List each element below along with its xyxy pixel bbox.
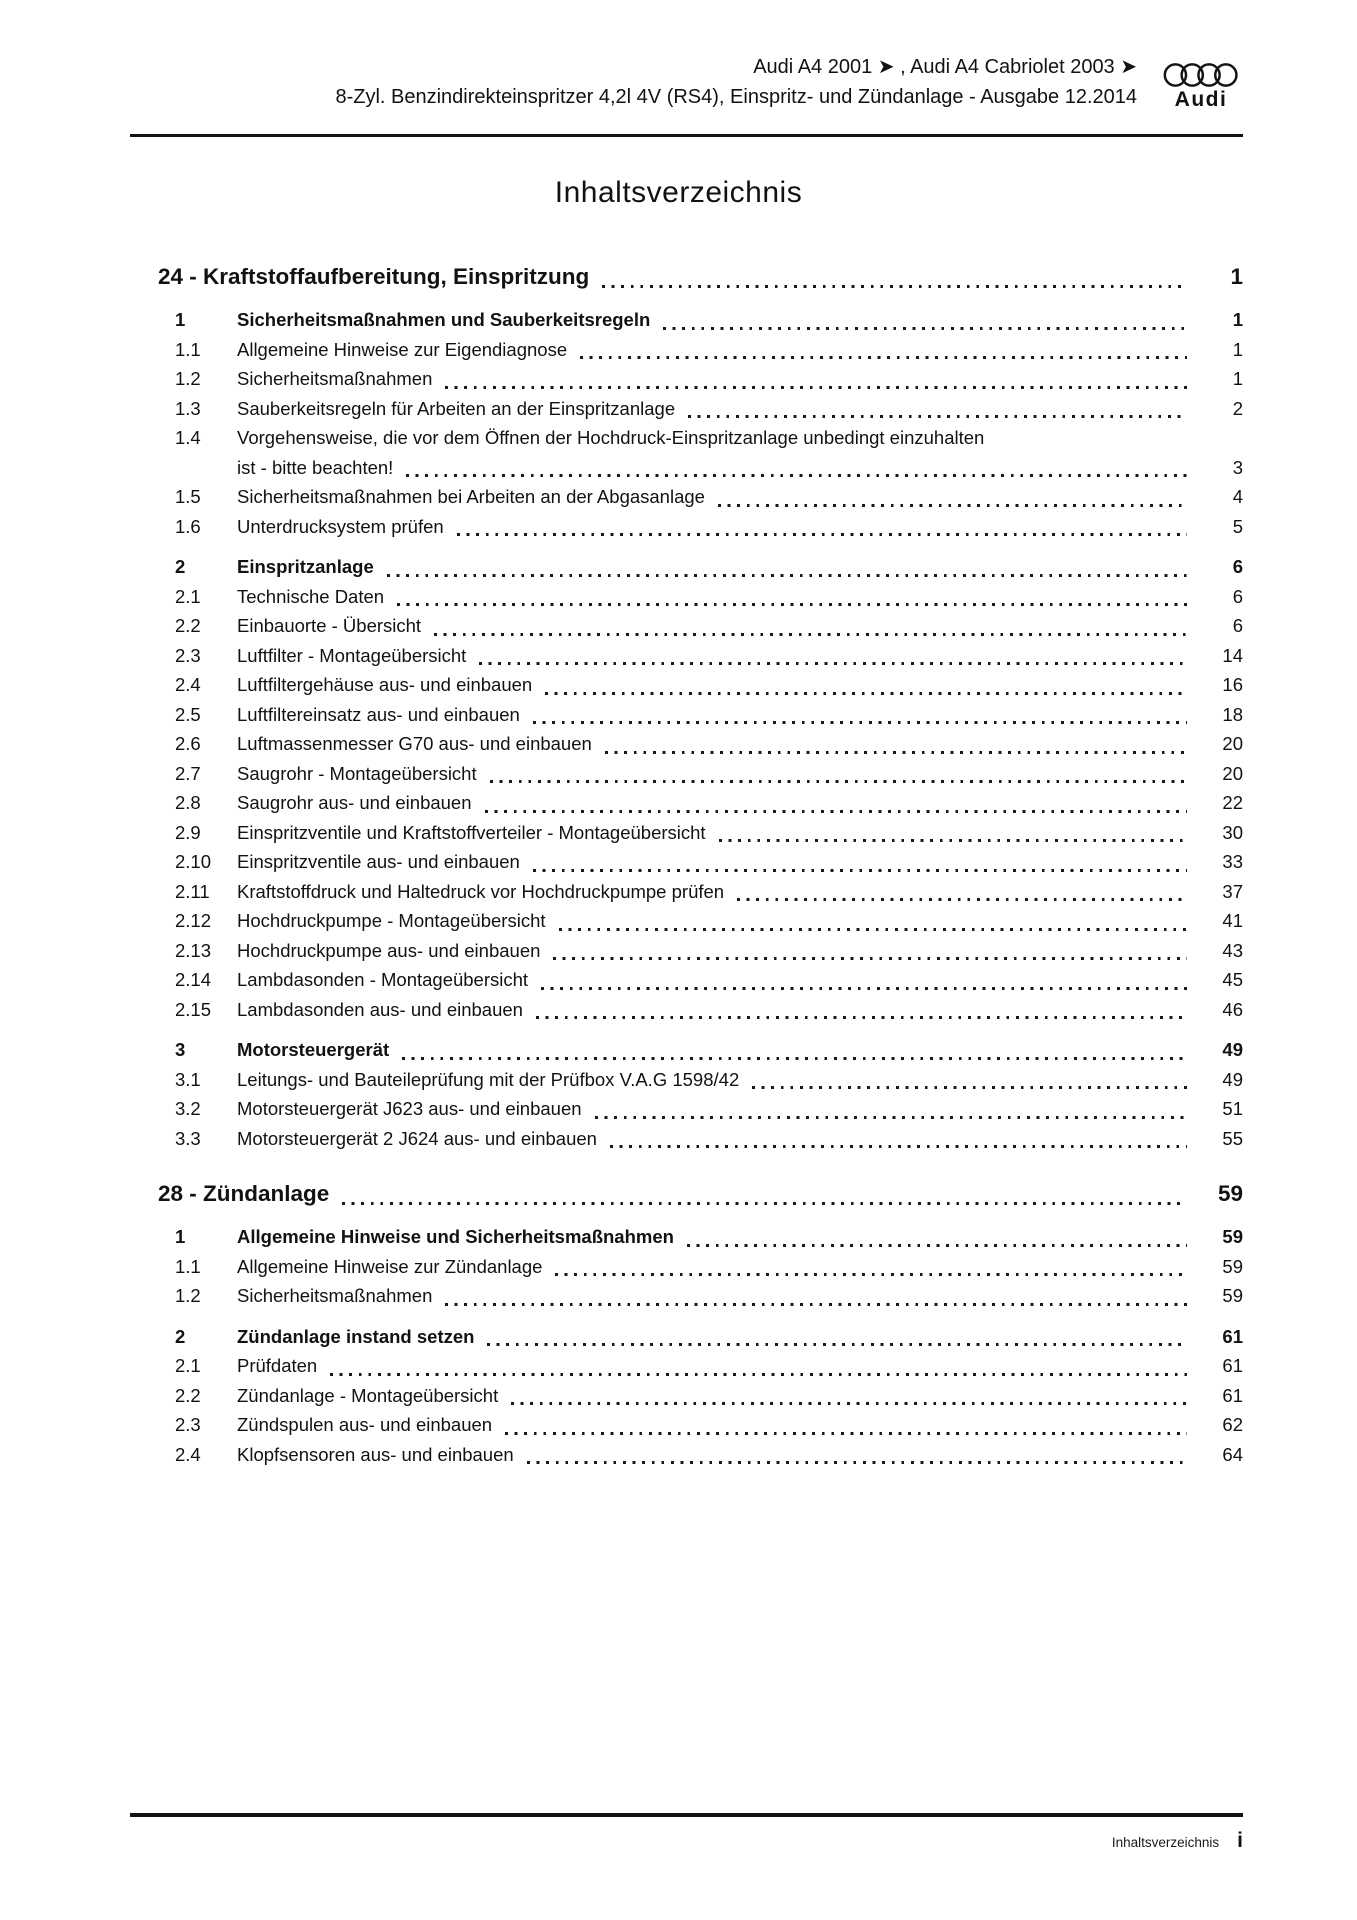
toc-entry-content — [237, 394, 1243, 424]
toc-entry — [130, 394, 1243, 424]
dot-leader — [511, 1402, 1187, 1405]
toc-entry — [130, 1281, 1243, 1311]
toc-entry — [130, 788, 1243, 818]
toc-entry-title: Allgemeine Hinweise zur Eigendiagnose — [237, 338, 568, 360]
toc-entry-number: 2.6 — [175, 733, 201, 754]
toc-entry-number: 2.7 — [175, 762, 201, 784]
toc-section — [130, 1177, 1243, 1469]
toc-entry-page-number: 43 — [1222, 939, 1243, 961]
toc-entry-page-number: 41 — [1222, 910, 1243, 931]
toc-entry-title: Einspritzventile aus- und einbauen — [237, 851, 520, 872]
toc-entry-number: 2.13 — [175, 939, 212, 961]
toc-entry-number: 2 — [175, 556, 186, 577]
toc-entry-number: 1 — [175, 1226, 186, 1247]
toc-entry-title: Vorgehensweise, die vor dem Öffnen der Hochdruck-Einspritzanlage unbedingt einzuhalten — [237, 427, 985, 448]
toc-entry-title-continued: ist - bitte beachten! — [237, 456, 394, 478]
dot-leader — [487, 1343, 1187, 1346]
toc-entry-content — [237, 335, 1243, 365]
toc-entry-page-number: 49 — [1222, 1039, 1243, 1060]
toc-entry-title: Prüfdaten — [237, 1355, 318, 1376]
toc-entry — [130, 482, 1243, 512]
toc-entry-content — [237, 877, 1243, 907]
toc-entry-content — [237, 1351, 1243, 1381]
toc-entry-title: Sicherheitsmaßnahmen — [237, 368, 433, 389]
toc-entry-page-number: 51 — [1222, 1098, 1243, 1119]
dot-leader — [553, 957, 1187, 960]
toc-entry-page-number: 59 — [1222, 1255, 1243, 1277]
toc-entry-title: Saugrohr - Montageübersicht — [237, 762, 477, 784]
toc-entry-number: 2.2 — [175, 1384, 201, 1406]
toc-entry — [130, 936, 1243, 966]
toc-entry — [130, 847, 1243, 877]
toc-entry-page-number: 6 — [1232, 615, 1243, 636]
toc-entry-page-number: 16 — [1222, 674, 1243, 695]
toc-entry-number: 2.1 — [175, 585, 201, 607]
toc-entry-title: Technische Daten — [237, 585, 385, 607]
toc-entry-page-number: 49 — [1222, 1068, 1243, 1090]
toc-entry-title: Motorsteuergerät J623 aus- und einbauen — [237, 1098, 582, 1119]
toc-entry-content — [237, 965, 1243, 995]
toc-entry — [130, 1065, 1243, 1095]
toc-entry-number: 1.1 — [175, 338, 201, 360]
toc-entry — [130, 335, 1243, 365]
toc-entry-page-number: 45 — [1222, 969, 1243, 990]
toc-entry-content — [237, 364, 1243, 394]
toc-entry-content — [237, 936, 1243, 966]
toc-entry — [130, 1124, 1243, 1154]
toc-entry-title: Lambdasonden aus- und einbauen — [237, 998, 523, 1020]
toc-entry-content — [237, 818, 1243, 848]
dot-leader — [688, 415, 1187, 418]
toc-entry-number: 1.1 — [175, 1255, 201, 1277]
header-engine-line: 8-Zyl. Benzindirekteinspritzer 4,2l 4V (RS4), Einspritz- und Zündanlage - Ausgabe 12.2014 — [335, 86, 1137, 108]
audi-wordmark: Audi — [1174, 88, 1228, 111]
toc-entry-page-number: 61 — [1222, 1355, 1243, 1376]
page-header — [130, 52, 1243, 112]
toc-entry-number: 2.9 — [175, 821, 201, 843]
toc-entry-page-number: 5 — [1232, 515, 1243, 537]
toc-entry-content — [237, 1322, 1243, 1352]
toc-entry-page-number: 6 — [1232, 585, 1243, 607]
dot-leader — [485, 810, 1187, 813]
toc-entry-content — [237, 552, 1243, 582]
dot-leader — [402, 1057, 1187, 1060]
toc-entry-number: 2.1 — [175, 1355, 201, 1376]
toc-entry-page-number: 55 — [1222, 1127, 1243, 1149]
toc-entry — [130, 1035, 1243, 1065]
toc-entry-number: 1 — [175, 309, 186, 330]
toc-entry-content — [237, 729, 1243, 759]
toc-entry — [130, 965, 1243, 995]
toc-entry-page-number: 64 — [1222, 1443, 1243, 1465]
toc-section-label: 28 - Zündanlage — [158, 1181, 330, 1206]
audi-logo — [1159, 61, 1243, 112]
toc-entry-page-number: 1 — [1232, 338, 1243, 360]
toc-entry-page-number: 14 — [1222, 644, 1243, 666]
dot-leader — [555, 1273, 1187, 1276]
dot-leader — [718, 504, 1187, 507]
toc-entry-title-line2 — [237, 453, 1243, 483]
toc-section-header — [130, 260, 1243, 294]
dot-leader — [610, 1145, 1187, 1148]
toc-section-page-number: 1 — [1230, 264, 1243, 289]
toc-entry-page-number: 3 — [1232, 456, 1243, 478]
dot-leader — [434, 633, 1187, 636]
toc-entry-title: Luftmassenmesser G70 aus- und einbauen — [237, 733, 592, 754]
toc-entry-number: 1.5 — [175, 486, 201, 507]
toc-entry-number: 2.12 — [175, 910, 212, 931]
dot-leader — [541, 987, 1187, 990]
toc-entry-page-number: 20 — [1222, 762, 1243, 784]
toc-entry-number: 2.14 — [175, 969, 212, 990]
toc-entry-title: Hochdruckpumpe aus- und einbauen — [237, 939, 541, 961]
dot-leader — [457, 533, 1187, 536]
toc-entry — [130, 1322, 1243, 1352]
dot-leader — [663, 327, 1187, 330]
toc-entry-number: 3.3 — [175, 1127, 201, 1149]
toc-entry-page-number: 1 — [1232, 309, 1243, 330]
toc-entry-title: Luftfiltergehäuse aus- und einbauen — [237, 674, 533, 695]
toc-entry-number: 2.4 — [175, 674, 201, 695]
toc-entry-number: 1.3 — [175, 397, 201, 419]
toc-entry — [130, 818, 1243, 848]
toc-entry-number: 1.2 — [175, 1285, 201, 1306]
toc-entry-number: 2.3 — [175, 644, 201, 666]
toc-entry-title: Kraftstoffdruck und Haltedruck vor Hochdruckpumpe prüfen — [237, 880, 725, 902]
toc-entry — [130, 1351, 1243, 1381]
toc-entry-content — [237, 1440, 1243, 1470]
toc-entry-page-number: 61 — [1222, 1325, 1243, 1347]
toc-entry-title: Luftfilter - Montageübersicht — [237, 644, 467, 666]
toc-entry-content — [237, 1222, 1243, 1252]
toc-entry-page-number: 18 — [1222, 703, 1243, 725]
dot-leader — [580, 356, 1187, 359]
toc-entry — [130, 1440, 1243, 1470]
toc-entry-number: 1.4 — [175, 427, 201, 448]
header-divider — [130, 134, 1243, 137]
toc-entry-content — [237, 482, 1243, 512]
toc-entry-content — [237, 582, 1243, 612]
toc-entry-number: 2 — [175, 1325, 186, 1347]
toc-entry-page-number: 46 — [1222, 998, 1243, 1020]
toc-entry-title: Zündanlage instand setzen — [237, 1325, 475, 1347]
toc-entry-content — [237, 670, 1243, 700]
toc-entry-title: Zündspulen aus- und einbauen — [237, 1414, 493, 1435]
audi-rings-icon — [1163, 61, 1239, 89]
toc-entry — [130, 305, 1243, 335]
toc-entry-number: 2.3 — [175, 1414, 201, 1435]
dot-leader — [445, 386, 1187, 389]
toc-entry-number: 2.8 — [175, 792, 201, 813]
toc-entry — [130, 423, 1243, 482]
toc-entry-title: Saugrohr aus- und einbauen — [237, 792, 472, 813]
toc-entry-content — [237, 1381, 1243, 1411]
dot-leader — [490, 780, 1187, 783]
toc-entry-content — [237, 700, 1243, 730]
toc-entry-content — [237, 1035, 1243, 1065]
toc-entry-title: Sicherheitsmaßnahmen bei Arbeiten an der Abgasanlage — [237, 486, 705, 507]
dot-leader — [342, 1202, 1187, 1205]
toc-entry-content — [237, 1410, 1243, 1440]
toc-section — [130, 260, 1243, 1153]
toc-entry-content — [237, 641, 1243, 671]
toc-entry-content — [237, 1124, 1243, 1154]
toc-section-label: 24 - Kraftstoffaufbereitung, Einspritzung — [158, 264, 590, 289]
dot-leader — [397, 603, 1187, 606]
toc-entry-title: Zündanlage - Montageübersicht — [237, 1384, 499, 1406]
toc-entry-number: 1.2 — [175, 368, 201, 389]
toc-entry — [130, 1410, 1243, 1440]
toc-entry — [130, 906, 1243, 936]
toc-entry-title: Einbauorte - Übersicht — [237, 615, 422, 636]
toc-entry-content — [237, 1065, 1243, 1095]
toc-entry-title: Motorsteuergerät 2 J624 aus- und einbauen — [237, 1127, 597, 1149]
toc-entry-number: 2.11 — [175, 880, 210, 902]
toc-entry-title: Klopfsensoren aus- und einbauen — [237, 1443, 514, 1465]
dot-leader — [387, 574, 1187, 577]
dot-leader — [605, 751, 1187, 754]
dot-leader — [533, 869, 1187, 872]
toc-entry — [130, 1094, 1243, 1124]
toc-entry — [130, 759, 1243, 789]
dot-leader — [479, 662, 1187, 665]
toc-entry-content — [237, 305, 1243, 335]
dot-leader — [527, 1461, 1187, 1464]
toc-section-header — [130, 1177, 1243, 1211]
toc-entry-page-number: 62 — [1222, 1414, 1243, 1435]
toc-entry-page-number: 30 — [1222, 821, 1243, 843]
dot-leader — [719, 839, 1187, 842]
toc-entry — [130, 582, 1243, 612]
toc-entry-title: Sicherheitsmaßnahmen — [237, 1285, 433, 1306]
toc-entry — [130, 512, 1243, 542]
toc-entry — [130, 670, 1243, 700]
toc-entry-title: Hochdruckpumpe - Montageübersicht — [237, 910, 546, 931]
footer-section-label: Inhaltsverzeichnis — [1111, 1835, 1220, 1850]
page-title: Inhaltsverzeichnis — [554, 176, 803, 209]
toc-entry — [130, 1252, 1243, 1282]
toc-entry-page-number: 59 — [1222, 1226, 1243, 1247]
toc-entry-content — [237, 423, 1243, 482]
dot-leader — [536, 1016, 1187, 1019]
toc-entry — [130, 1222, 1243, 1252]
toc-entry-content — [237, 611, 1243, 641]
toc-entry-content — [237, 906, 1243, 936]
toc-entry-number: 1.6 — [175, 515, 201, 537]
dot-leader — [559, 928, 1188, 931]
toc-entry-title: Einspritzanlage — [237, 556, 374, 577]
toc-entry-content — [237, 1252, 1243, 1282]
toc-entry-title: Unterdrucksystem prüfen — [237, 515, 444, 537]
toc-entry-content — [237, 759, 1243, 789]
toc-entry-page-number: 20 — [1222, 733, 1243, 754]
toc — [130, 260, 1243, 1469]
toc-entry-content — [237, 995, 1243, 1025]
toc-entry-number: 2.10 — [175, 851, 212, 872]
toc-entry-number: 2.15 — [175, 998, 212, 1020]
toc-entry-number: 2.2 — [175, 615, 201, 636]
page-footer — [130, 1826, 1243, 1856]
toc-entry — [130, 729, 1243, 759]
toc-entry-title: Allgemeine Hinweise zur Zündanlage — [237, 1255, 543, 1277]
toc-entry-content — [237, 1281, 1243, 1311]
dot-leader — [533, 721, 1187, 724]
toc-entry-title: Allgemeine Hinweise und Sicherheitsmaßnahmen — [237, 1226, 674, 1247]
toc-entry-number: 2.4 — [175, 1443, 201, 1465]
footer-page-number: i — [1237, 1829, 1243, 1852]
toc-entry — [130, 700, 1243, 730]
toc-entry — [130, 1381, 1243, 1411]
dot-leader — [545, 692, 1187, 695]
dot-leader — [330, 1373, 1187, 1376]
footer-divider — [130, 1813, 1243, 1817]
toc-entry-number: 3.1 — [175, 1068, 201, 1090]
toc-entry-content — [237, 788, 1243, 818]
dot-leader — [595, 1116, 1187, 1119]
toc-entry — [130, 552, 1243, 582]
toc-entry — [130, 641, 1243, 671]
toc-entry-page-number: 4 — [1232, 486, 1243, 507]
toc-section-page-number: 59 — [1217, 1181, 1243, 1206]
toc-entry-page-number: 6 — [1232, 556, 1243, 577]
header-model-line: Audi A4 2001 ➤ , Audi A4 Cabriolet 2003 ➤ — [753, 56, 1137, 78]
toc-entry-title: Leitungs- und Bauteileprüfung mit der Prüfbox V.A.G 1598/42 — [237, 1068, 740, 1090]
toc-entry-title: Sauberkeitsregeln für Arbeiten an der Einspritzanlage — [237, 397, 676, 419]
toc-entry-number: 3.2 — [175, 1098, 201, 1119]
toc-entry-page-number: 61 — [1222, 1384, 1243, 1406]
toc-entry-content — [237, 512, 1243, 542]
toc-entry-title: Einspritzventile und Kraftstoffverteiler - Montageübersicht — [237, 821, 706, 843]
toc-entry — [130, 364, 1243, 394]
toc-entry-page-number: 37 — [1222, 880, 1243, 902]
toc-entry-title: Sicherheitsmaßnahmen und Sauberkeitsregeln — [237, 309, 651, 330]
toc-entry-page-number: 33 — [1222, 851, 1243, 872]
toc-entry-page-number: 22 — [1222, 792, 1243, 813]
toc-entry-page-number: 59 — [1222, 1285, 1243, 1306]
header-text — [130, 52, 1159, 112]
toc-entry — [130, 611, 1243, 641]
dot-leader — [737, 898, 1187, 901]
toc-entry-content — [237, 847, 1243, 877]
dot-leader — [406, 474, 1187, 477]
toc-entry-title: Lambdasonden - Montageübersicht — [237, 969, 529, 990]
toc-entry — [130, 877, 1243, 907]
toc-entry-number: 2.5 — [175, 703, 201, 725]
toc-entry-page-number: 1 — [1232, 368, 1243, 389]
dot-leader — [445, 1303, 1187, 1306]
toc-entry-title: Luftfiltereinsatz aus- und einbauen — [237, 703, 520, 725]
toc-entry-number: 3 — [175, 1039, 186, 1060]
toc-entry-title: Motorsteuergerät — [237, 1039, 390, 1060]
dot-leader — [602, 285, 1187, 288]
toc-entry-content — [237, 1094, 1243, 1124]
dot-leader — [752, 1086, 1187, 1089]
dot-leader — [687, 1244, 1187, 1247]
dot-leader — [505, 1432, 1187, 1435]
toc-entry — [130, 995, 1243, 1025]
toc-entry-page-number: 2 — [1232, 397, 1243, 419]
